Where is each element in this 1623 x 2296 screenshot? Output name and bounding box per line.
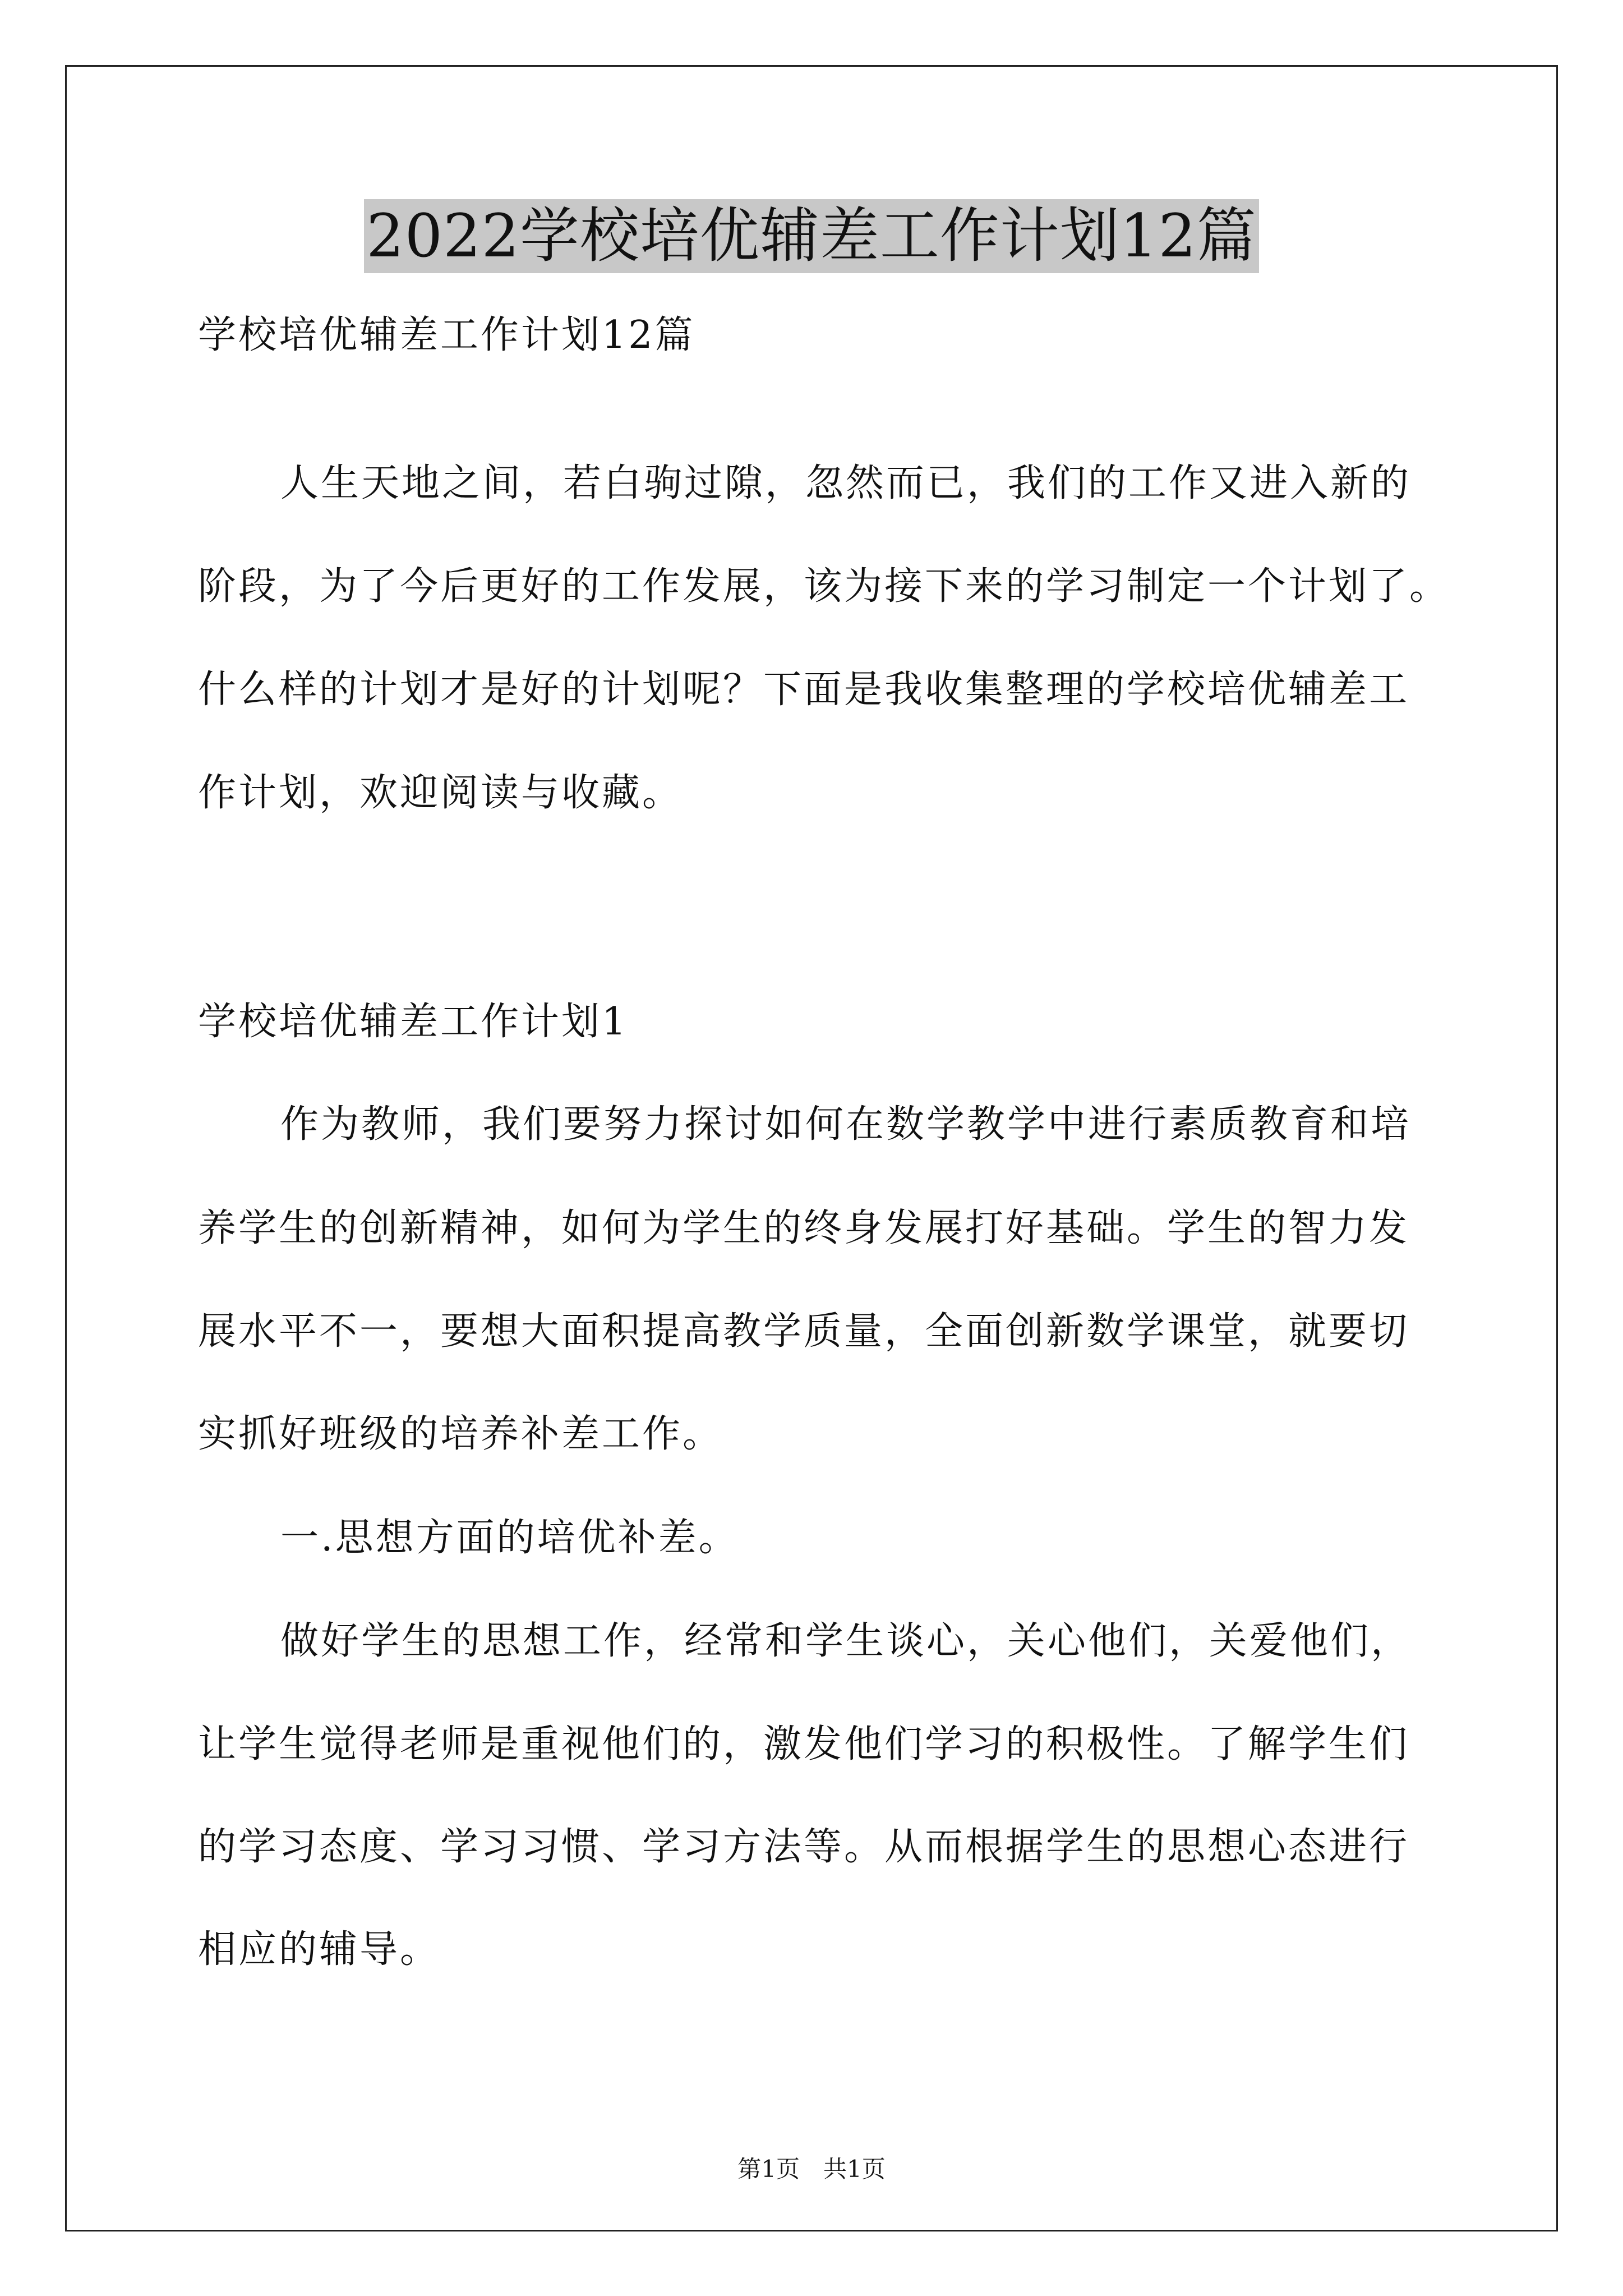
- paragraph-line: 养学生的创新精神，如何为学生的终身发展打好基础。学生的智力发: [198, 1206, 1410, 1250]
- document-subtitle: 学校培优辅差工作计划12篇: [198, 313, 695, 357]
- page-footer: 第1页 共1页: [737, 2155, 886, 2183]
- section-heading: 学校培优辅差工作计划1: [198, 1000, 629, 1044]
- paragraph-line: 做好学生的思想工作，经常和学生谈心，关心他们，关爱他们，: [280, 1619, 1412, 1663]
- paragraph-line: 让学生觉得老师是重视他们的，激发他们学习的积极性。了解学生们: [198, 1722, 1410, 1766]
- document-title: 2022学校培优辅差工作计划12篇: [364, 199, 1259, 273]
- title-container: [0, 199, 1623, 273]
- page-border: [65, 65, 1558, 2231]
- subheading: 一.思想方面的培优补差。: [280, 1516, 739, 1560]
- intro-line: 什么样的计划才是好的计划呢？下面是我收集整理的学校培优辅差工: [198, 668, 1410, 712]
- paragraph-line: 展水平不一，要想大面积提高教学质量，全面创新数学课堂，就要切: [198, 1309, 1410, 1354]
- intro-line: 作计划，欢迎阅读与收藏。: [198, 771, 683, 815]
- intro-line: 阶段，为了今后更好的工作发展，该为接下来的学习制定一个计划了。: [198, 564, 1450, 609]
- paragraph-line: 实抓好班级的培养补差工作。: [198, 1412, 723, 1456]
- paragraph-line: 相应的辅导。: [198, 1927, 441, 1972]
- intro-line: 人生天地之间，若白驹过隙，忽然而已，我们的工作又进入新的: [280, 461, 1412, 505]
- paragraph-line: 作为教师，我们要努力探讨如何在数学教学中进行素质教育和培: [280, 1102, 1412, 1147]
- paragraph-line: 的学习态度、学习习惯、学习方法等。从而根据学生的思想心态进行: [198, 1825, 1410, 1869]
